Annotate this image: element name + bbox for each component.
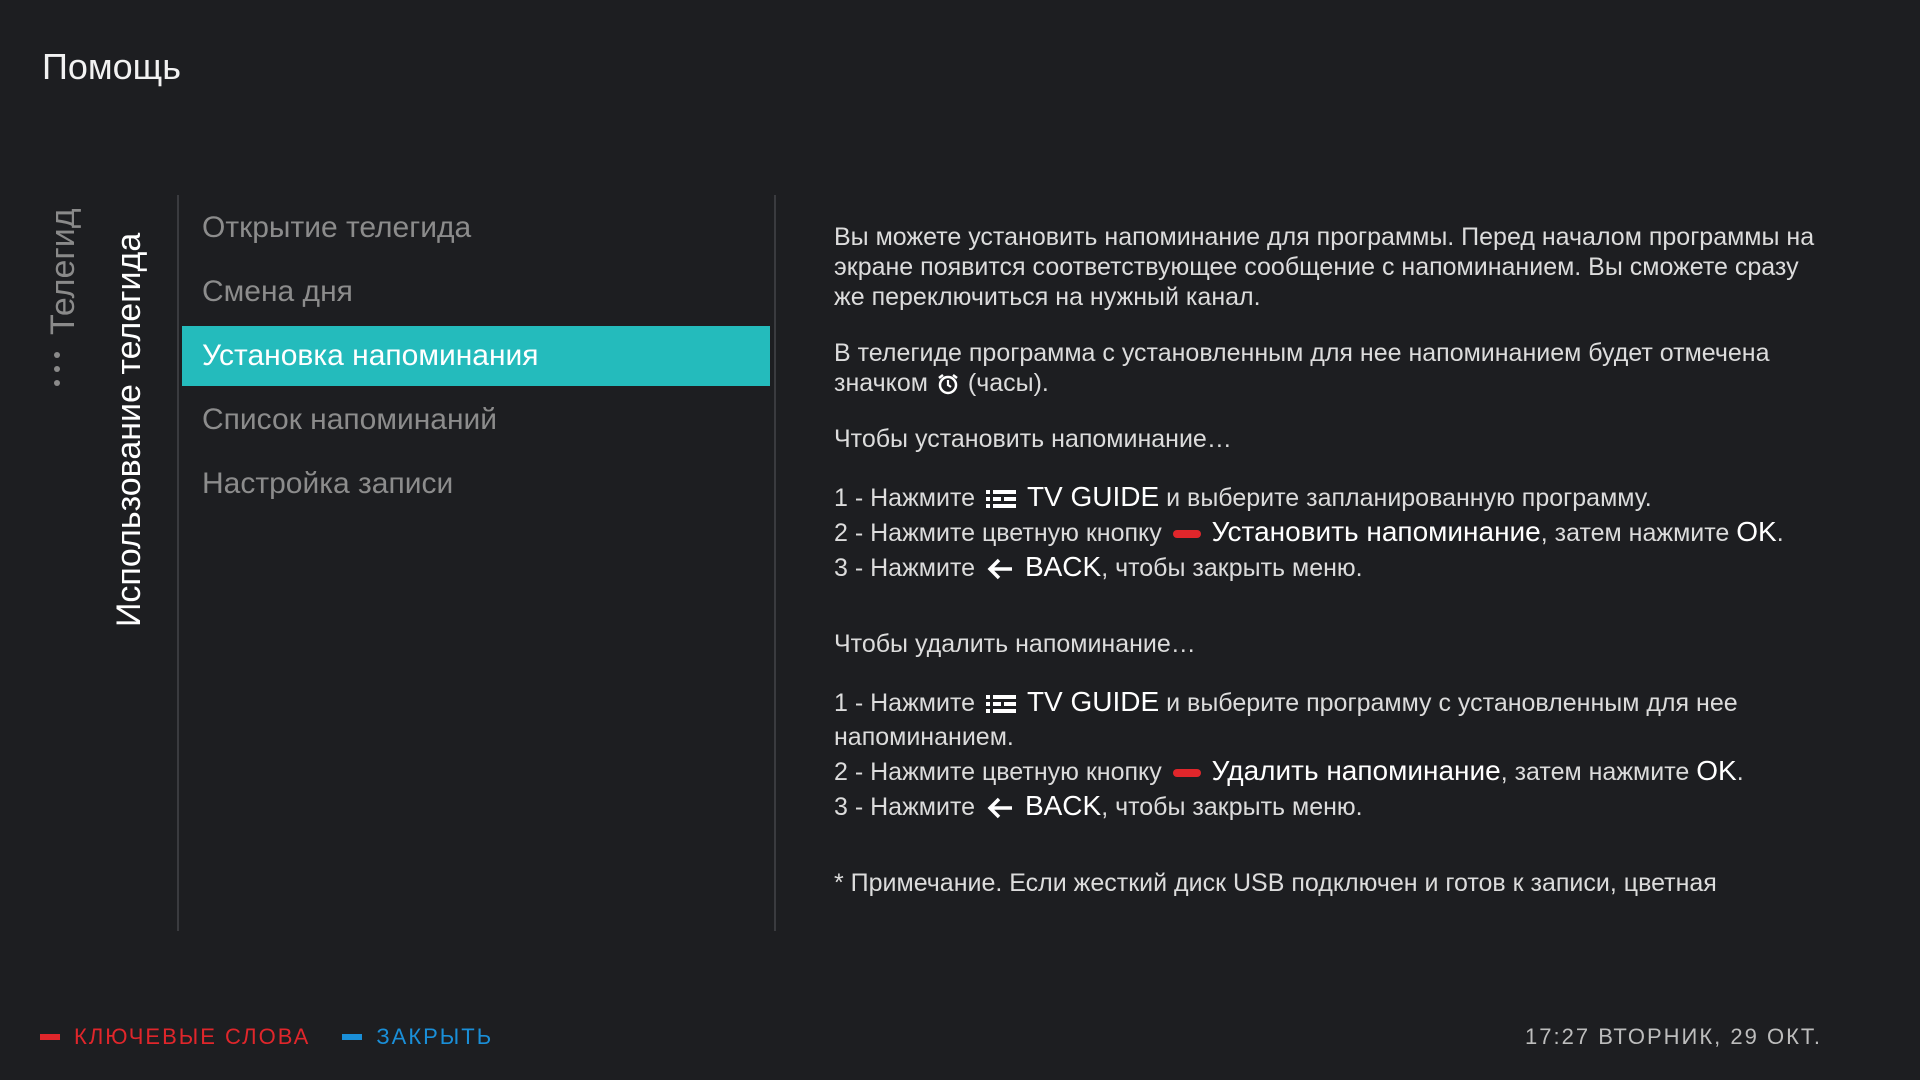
step-text: 1 - Нажмите [834, 689, 976, 717]
red-color-key-icon [40, 1034, 60, 1040]
key-label: Удалить напоминание [1211, 755, 1501, 786]
step [834, 685, 1834, 754]
topic-menu [182, 198, 770, 518]
step-text: , чтобы закрыть меню. [1101, 554, 1363, 582]
section-heading: Чтобы удалить напоминание… [834, 630, 1196, 658]
step [834, 754, 1834, 789]
step [834, 550, 1834, 585]
menu-item-recording-setup[interactable]: Настройка записи [202, 467, 454, 500]
menu-item-open-guide[interactable]: Открытие телегида [202, 211, 472, 244]
section-heading: Чтобы установить напоминание… [834, 425, 1232, 453]
content-paragraph [834, 338, 1834, 398]
menu-item-change-day[interactable]: Смена дня [202, 275, 353, 308]
set-reminder-steps [834, 480, 1834, 585]
breadcrumb-current [110, 195, 156, 635]
key-label: Установить напоминание [1211, 516, 1541, 547]
key-label: BACK [1024, 551, 1102, 582]
delete-reminder-steps [834, 685, 1834, 824]
menu-item-set-reminder[interactable]: Установка напоминания [182, 326, 770, 386]
step-text: . [1776, 519, 1784, 547]
breadcrumb-parent-label: Телегид [44, 208, 82, 335]
alarm-clock-icon [937, 373, 959, 395]
red-color-key-icon [1173, 530, 1201, 538]
blue-color-key-icon [342, 1034, 362, 1040]
key-label: OK [1696, 755, 1737, 786]
step-text: 3 - Нажмите [834, 554, 976, 582]
content-paragraph: Вы можете установить напоминание для программы. Перед началом программы на экране появится соответствующее сообщение с напоминанием. Вы сможете сразу же переключиться на нужный канал. [834, 223, 1815, 311]
step-text: и выберите запланированную программу. [1166, 484, 1652, 512]
step [834, 789, 1834, 824]
footer-actions [40, 1024, 525, 1050]
divider [177, 195, 179, 931]
content-text: (часы). [967, 369, 1049, 397]
keywords-label: КЛЮЧЕВЫЕ СЛОВА [74, 1024, 311, 1049]
tv-guide-icon [986, 693, 1016, 715]
step-text: 2 - Нажмите цветную кнопку [834, 519, 1162, 547]
red-color-key-icon [1173, 769, 1201, 777]
step-text: , затем нажмите [1500, 758, 1690, 786]
key-label: BACK [1024, 790, 1102, 821]
key-label: OK [1736, 516, 1777, 547]
step [834, 480, 1834, 515]
keywords-button[interactable] [40, 1024, 310, 1050]
key-label: TV GUIDE [1026, 481, 1160, 512]
page-title: Помощь [42, 46, 182, 87]
menu-item-reminder-list[interactable]: Список напоминаний [202, 403, 498, 436]
step-text: и выберите программу с установленным для нее напоминанием. [834, 689, 1738, 751]
divider [774, 195, 776, 931]
close-label: ЗАКРЫТЬ [376, 1024, 494, 1049]
help-content[interactable] [834, 222, 1834, 916]
step-text: 1 - Нажмите [834, 484, 976, 512]
content-note: * Примечание. Если жесткий диск USB подключен и готов к записи, цветная [834, 869, 1717, 897]
step [834, 515, 1834, 550]
datetime-readout: 17:27 ВТОРНИК, 29 ОКТ. [1525, 1024, 1822, 1049]
step-text: 2 - Нажмите цветную кнопку [834, 758, 1162, 786]
close-button[interactable] [342, 1024, 493, 1050]
tv-guide-icon [986, 488, 1016, 510]
step-text: , затем нажмите [1540, 519, 1730, 547]
step-text: 3 - Нажмите [834, 793, 976, 821]
breadcrumb-more-icon [54, 352, 62, 392]
breadcrumb-current-label: Использование телегида [110, 232, 148, 627]
content-text: В телегиде программа с установленным для нее напоминанием будет отмечена значком [834, 339, 1770, 397]
step-text: . [1736, 758, 1744, 786]
back-arrow-icon [986, 796, 1014, 820]
key-label: TV GUIDE [1026, 686, 1160, 717]
step-text: , чтобы закрыть меню. [1101, 793, 1363, 821]
back-arrow-icon [986, 557, 1014, 581]
breadcrumb-parent[interactable] [44, 200, 84, 400]
